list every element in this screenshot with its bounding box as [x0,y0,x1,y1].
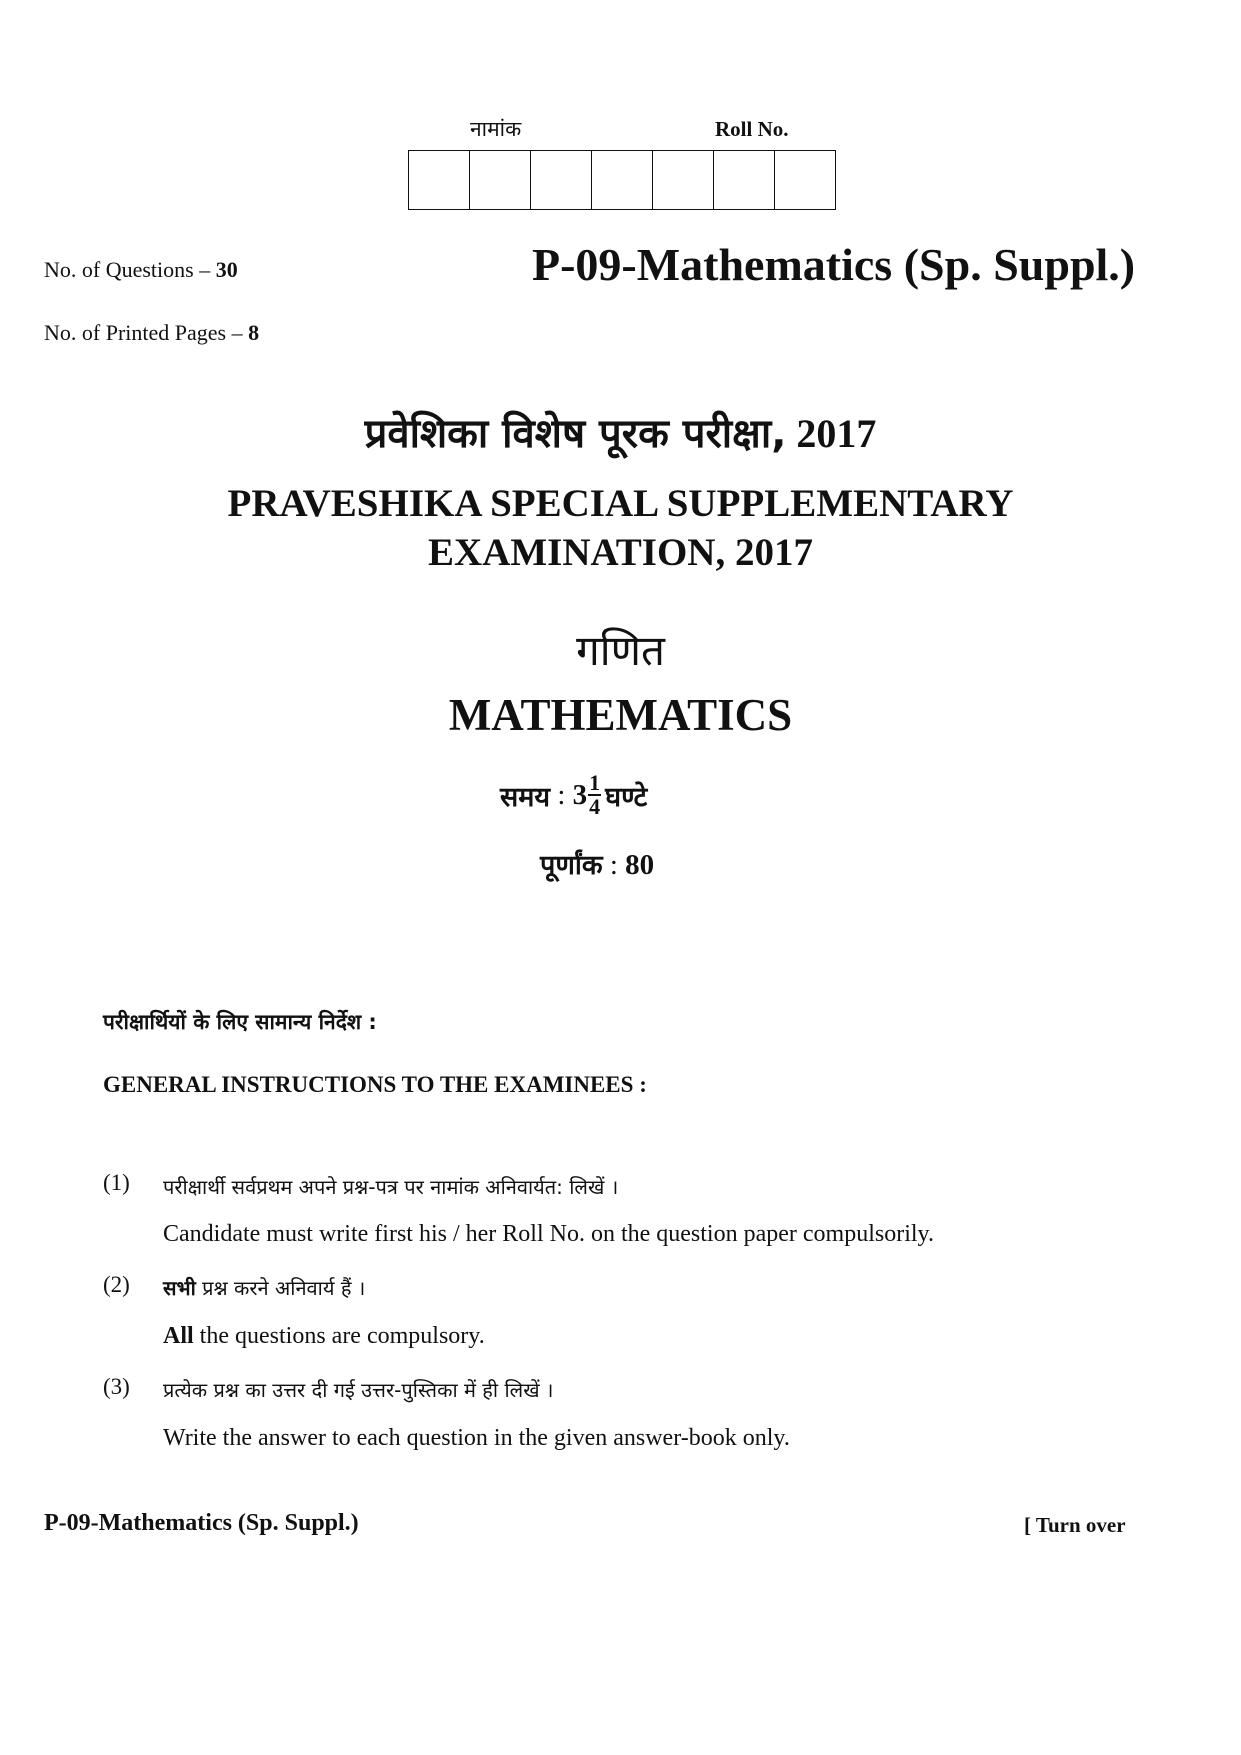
time-unit: घण्टे [605,781,648,813]
roll-digit-box[interactable] [714,150,775,210]
instruction-number: (2) [103,1272,130,1297]
roll-label-hindi: नामांक [470,117,522,141]
instruction-english: Write the answer to each question in the given answer-book only. [163,1425,790,1451]
fraction-denominator: 4 [589,794,601,819]
time-fraction [588,772,601,818]
instruction-number: (1) [103,1170,130,1195]
instruction-hindi-text: प्रश्न करने अनिवार्य हैं । [195,1276,366,1300]
instruction-english: Candidate must write first his / her Roll No. on the question paper compulsorily. [163,1221,934,1247]
instructions-heading: GENERAL INSTRUCTIONS TO THE EXAMINEES : [103,1072,647,1097]
instruction-hindi [163,1274,365,1301]
instructions-heading-hindi: परीक्षार्थियों के लिए सामान्य निर्देश : [103,1010,377,1034]
roll-digit-box[interactable] [470,150,531,210]
roll-digit-box[interactable] [775,150,836,210]
roll-label: Roll No. [715,117,789,141]
instruction-hindi: परीक्षार्थी सर्वप्रथम अपने प्रश्न-पत्र पर नामांक अनिवार्यत: लिखें । [163,1175,619,1199]
marks-separator: : [602,849,626,881]
roll-digit-box[interactable] [653,150,714,210]
number-of-pages [44,320,259,346]
instruction-english-text: the questions are compulsory. [193,1323,485,1349]
instruction-english [163,1323,485,1350]
exam-title-hindi-text: प्रवेशिका विशेष पूरक परीक्षा, [364,411,787,457]
exam-title-line2: EXAMINATION, 2017 [428,531,813,574]
marks-label: पूर्णांक [540,850,603,881]
pages-label: No. of Printed Pages – [44,320,249,345]
time-allowed [500,772,647,818]
roll-number-boxes [408,150,836,210]
exam-title-hindi-year: 2017 [786,411,877,456]
roll-digit-box[interactable] [531,150,592,210]
instruction-english-emphasis: All [163,1323,194,1349]
footer-paper-code: P-09-Mathematics (Sp. Suppl.) [44,1510,359,1536]
subject-title: MATHEMATICS [448,690,793,740]
pages-value: 8 [248,320,260,345]
instruction-hindi-emphasis: सभी [163,1276,196,1300]
roll-digit-box[interactable] [409,150,470,210]
fraction-numerator: 1 [589,770,601,795]
marks-value: 80 [625,849,655,881]
time-whole: 3 [572,778,588,811]
time-label: समय [500,781,551,813]
questions-value: 30 [215,257,238,282]
paper-code: P-09-Mathematics (Sp. Suppl.) [532,239,1136,290]
exam-title-hindi [0,404,1241,459]
roll-digit-box[interactable] [592,150,653,210]
questions-label: No. of Questions – [44,257,216,282]
number-of-questions [44,257,238,283]
time-separator: : [550,778,573,811]
turn-over-note: [ Turn over [1024,1513,1126,1537]
instruction-number: (3) [103,1374,130,1399]
instruction-hindi: प्रत्येक प्रश्न का उत्तर दी गई उत्तर-पुस्तिका में ही लिखें । [163,1378,554,1402]
exam-title-line1: PRAVESHIKA SPECIAL SUPPLEMENTARY [227,482,1014,525]
subject-hindi: गणित [576,626,665,675]
max-marks [540,845,654,882]
